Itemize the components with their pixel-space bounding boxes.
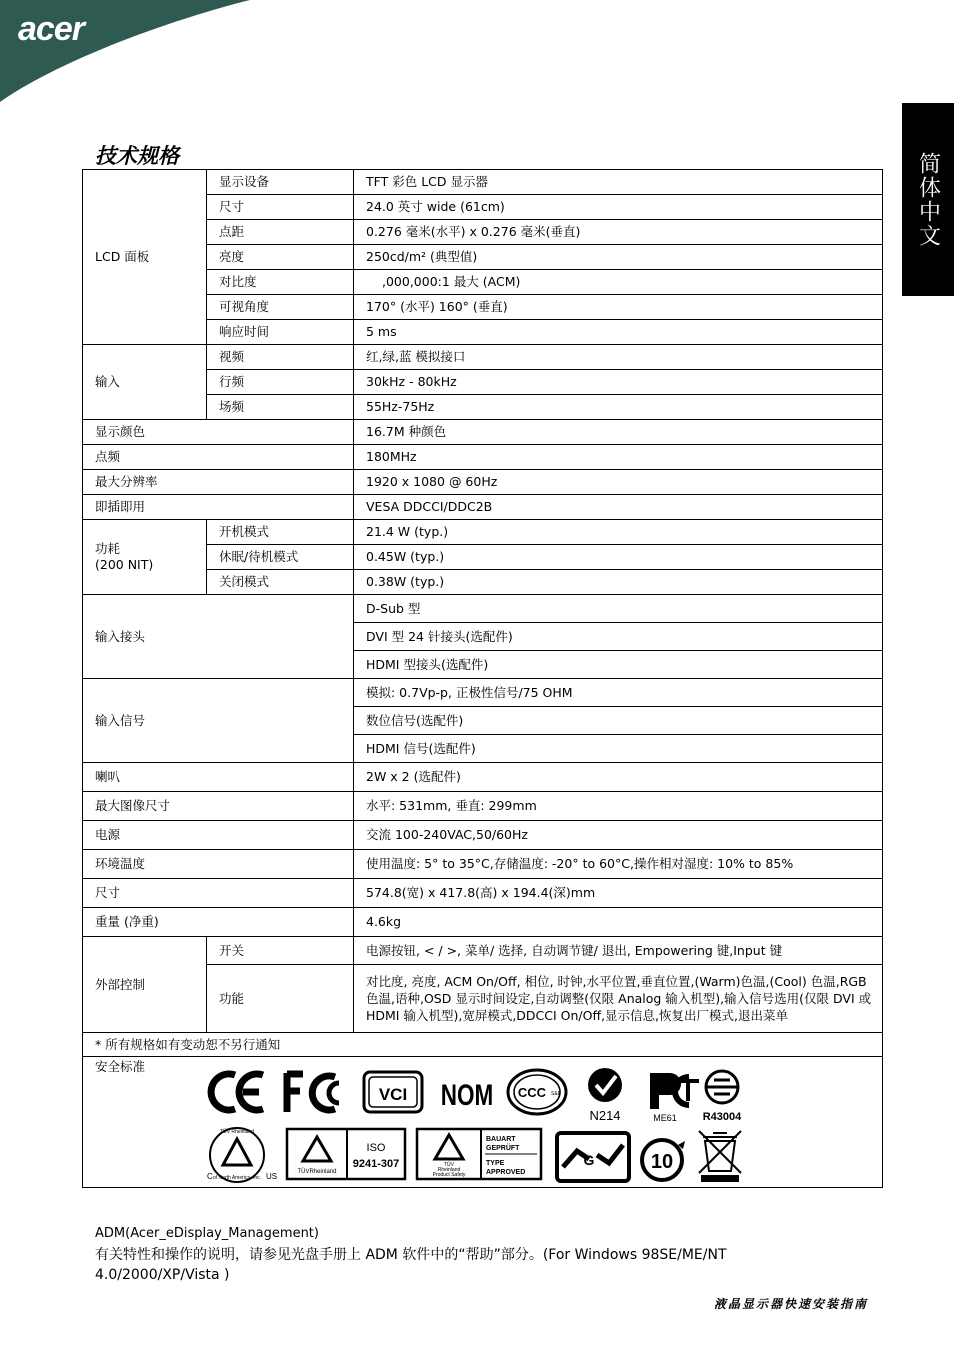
footer-title: 液晶显示器快速安装指南 — [713, 1297, 868, 1311]
fcc-mark-icon — [287, 1073, 339, 1112]
spec-label: 尺寸 — [83, 879, 354, 908]
weee-bin-mark-icon — [699, 1131, 741, 1182]
adm-title: ADM(Acer_eDisplay_Management) — [95, 1226, 319, 1241]
pct-code: ME61 — [653, 1113, 677, 1123]
safety-cell — [83, 1057, 883, 1188]
tuv1-arc-text-2: of North America, Inc. — [212, 1175, 262, 1181]
spec-label: 环境温度 — [83, 850, 354, 879]
spec-label: 功能 — [207, 965, 354, 1033]
spec-group-label: 输入 — [83, 345, 207, 420]
spec-value: 55Hz-75Hz — [354, 395, 883, 420]
ccc-text: CCC — [517, 1085, 547, 1100]
spec-value: D-Sub 型 — [354, 595, 883, 623]
table-row — [83, 595, 883, 623]
vcci-mark-icon — [364, 1072, 422, 1112]
spec-value: 574.8(宽) x 417.8(高) x 194.4(深)mm — [354, 879, 883, 908]
spec-value: 2W x 2 (选配件) — [354, 763, 883, 792]
tuv2-brand: TÜVRheinland — [297, 1169, 337, 1175]
tuv-type-approved-mark-icon — [417, 1129, 541, 1179]
adm-footnote — [95, 1225, 855, 1285]
power-group-label: 功耗 — [95, 541, 121, 556]
spec-label: 喇叭 — [83, 763, 354, 792]
tuv1-c: C — [207, 1172, 213, 1181]
pct-mark-icon — [650, 1073, 699, 1123]
table-row — [83, 520, 883, 545]
table-row — [83, 792, 883, 821]
spec-value: VESA DDCCI/DDC2B — [354, 495, 883, 520]
certification-logos — [207, 1067, 767, 1185]
spec-label: 重量 (净重) — [83, 908, 354, 937]
spec-group-label: LCD 面板 — [83, 170, 207, 345]
spec-label: 尺寸 — [207, 195, 354, 220]
gost-mark-icon — [703, 1071, 742, 1123]
spec-table — [82, 169, 883, 1188]
tuv3-line-1: BAUART — [486, 1136, 516, 1143]
spec-value: 180MHz — [354, 445, 883, 470]
spec-label: 关闭模式 — [207, 570, 354, 595]
table-row — [83, 679, 883, 707]
spec-value: DVI 型 24 针接头(选配件) — [354, 623, 883, 651]
spec-label: 输入信号 — [83, 679, 354, 763]
spec-label: 对比度 — [207, 270, 354, 295]
c-tick-mark-icon — [588, 1068, 622, 1123]
table-row — [83, 470, 883, 495]
spec-label: 休眠/待机模式 — [207, 545, 354, 570]
tuv3-line-2: GEPRÜFT — [486, 1145, 520, 1152]
contrast-value: ,000,000:1 最大 (ACM) — [382, 274, 521, 289]
spec-label: 最大分辨率 — [83, 470, 354, 495]
spec-label: 行频 — [207, 370, 354, 395]
spec-label: 亮度 — [207, 245, 354, 270]
tuv3-brand-1: TÜV — [444, 1162, 454, 1168]
spec-label: 电源 — [83, 821, 354, 850]
saf-text: S&E — [550, 1091, 562, 1097]
safety-label: 安全标准 — [95, 1059, 146, 1074]
spec-value — [354, 270, 883, 295]
table-row — [83, 1057, 883, 1188]
spec-value: 170° (水平) 160° (垂直) — [354, 295, 883, 320]
spec-value: 1920 x 1080 @ 60Hz — [354, 470, 883, 495]
tuv-north-america-mark-icon — [207, 1128, 277, 1182]
tuv2-number: 9241-307 — [352, 1158, 400, 1170]
spec-value: 30kHz - 80kHz — [354, 370, 883, 395]
spec-value: TFT 彩色 LCD 显示器 — [354, 170, 883, 195]
spec-group-label — [83, 520, 207, 595]
ctick-code: N214 — [589, 1108, 621, 1123]
ccc-mark-icon — [508, 1070, 566, 1114]
ergo-text: G — [583, 1152, 595, 1168]
rohs-text: 10 — [650, 1151, 674, 1173]
table-row — [83, 821, 883, 850]
acer-logo: acer — [18, 10, 84, 48]
tuv1-arc-text: TÜV Rheinland — [220, 1129, 254, 1135]
spec-value: HDMI 型接头(选配件) — [354, 651, 883, 679]
spec-value: 使用温度: 5° to 35°C,存储温度: -20° to 60°C,操作相对湿度: 10% to 85% — [354, 850, 883, 879]
spec-value: 21.4 W (typ.) — [354, 520, 883, 545]
language-tab-label: 简体中文 — [915, 151, 941, 248]
spec-label: 开关 — [207, 937, 354, 965]
spec-value: 250cd/m² (典型值) — [354, 245, 883, 270]
table-row — [83, 445, 883, 470]
tuv3-brand-3: Product Safety — [432, 1172, 466, 1178]
nom-mark-icon — [441, 1078, 493, 1112]
spec-value: 24.0 英寸 wide (61cm) — [354, 195, 883, 220]
spec-value: HDMI 信号(选配件) — [354, 735, 883, 763]
table-row — [83, 937, 883, 965]
tuv1-us: US — [266, 1172, 278, 1181]
table-row — [83, 879, 883, 908]
china-rohs-10-mark-icon — [642, 1140, 685, 1180]
table-row — [83, 345, 883, 370]
table-row — [83, 495, 883, 520]
power-group-note: (200 NIT) — [95, 557, 154, 572]
spec-value: 4.6kg — [354, 908, 883, 937]
gost-code: R43004 — [702, 1111, 742, 1123]
table-row — [83, 1033, 883, 1057]
spec-label: 点频 — [83, 445, 354, 470]
spec-value: 5 ms — [354, 320, 883, 345]
ce-mark-icon — [211, 1074, 263, 1110]
language-tab — [902, 103, 954, 296]
spec-label: 显示颜色 — [83, 420, 354, 445]
spec-label: 开机模式 — [207, 520, 354, 545]
spec-value: 对比度, 亮度, ACM On/Off, 相位, 时钟,水平位置,垂直位置,(Warm)色温,(Cool) 色温,RGB 色温,语种,OSD 显示时间设定,自动调整(仅限 Analog 输入机型),输入信号选用(仅限 DVI 或 HDMI 输入机型),宽屏模式,DDCCI On/Off,显示信息,恢复出厂模式,退出菜单 — [354, 965, 883, 1033]
page-title: 技术规格 — [95, 144, 179, 168]
spec-value: 0.45W (typ.) — [354, 545, 883, 570]
spec-group-label: 外部控制 — [83, 937, 207, 1033]
spec-label: 最大图像尺寸 — [83, 792, 354, 821]
adm-help-text: 有关特性和操作的说明，请参见光盘手册上 ADM 软件中的“帮助”部分。(For Windows 98SE/ME/NT 4.0/2000/XP/Vista ) — [95, 1247, 727, 1283]
spec-label: 即插即用 — [83, 495, 354, 520]
table-row — [83, 763, 883, 792]
safety-section — [95, 1059, 882, 1185]
spec-value: 16.7M 种颜色 — [354, 420, 883, 445]
spec-value: 0.38W (typ.) — [354, 570, 883, 595]
spec-value: 0.276 毫米(水平) x 0.276 毫米(垂直) — [354, 220, 883, 245]
tuv3-brand-2: Rheinland — [437, 1167, 461, 1173]
spec-value: 模拟: 0.7Vp-p, 正极性信号/75 OHM — [354, 679, 883, 707]
spec-label: 场频 — [207, 395, 354, 420]
table-row — [83, 420, 883, 445]
spec-note: * 所有规格如有变动恕不另行通知 — [83, 1033, 883, 1057]
spec-label: 输入接头 — [83, 595, 354, 679]
spec-value: 数位信号(选配件) — [354, 707, 883, 735]
spec-label: 显示设备 — [207, 170, 354, 195]
spec-label: 响应时间 — [207, 320, 354, 345]
tuv-iso-mark-icon — [287, 1129, 405, 1179]
tuv3-line-4: APPROVED — [486, 1169, 526, 1176]
spec-label: 可视角度 — [207, 295, 354, 320]
tuv2-iso: ISO — [366, 1142, 386, 1154]
spec-value: 水平: 531mm, 垂直: 299mm — [354, 792, 883, 821]
ergonomics-mark-icon — [557, 1133, 629, 1181]
nom-text: NOM — [440, 1077, 494, 1112]
vcci-text: VCI — [378, 1085, 408, 1104]
spec-label: 视频 — [207, 345, 354, 370]
spec-value: 红,绿,蓝 模拟接口 — [354, 345, 883, 370]
spec-value: 电源按钮, < / >, 菜单/ 选择, 自动调节键/ 退出, Empowering 键,Input 键 — [354, 937, 883, 965]
spec-value: 交流 100-240VAC,50/60Hz — [354, 821, 883, 850]
tuv3-line-3: TYPE — [486, 1160, 505, 1167]
table-row — [83, 908, 883, 937]
table-row — [83, 850, 883, 879]
spec-label: 点距 — [207, 220, 354, 245]
table-row — [83, 170, 883, 195]
